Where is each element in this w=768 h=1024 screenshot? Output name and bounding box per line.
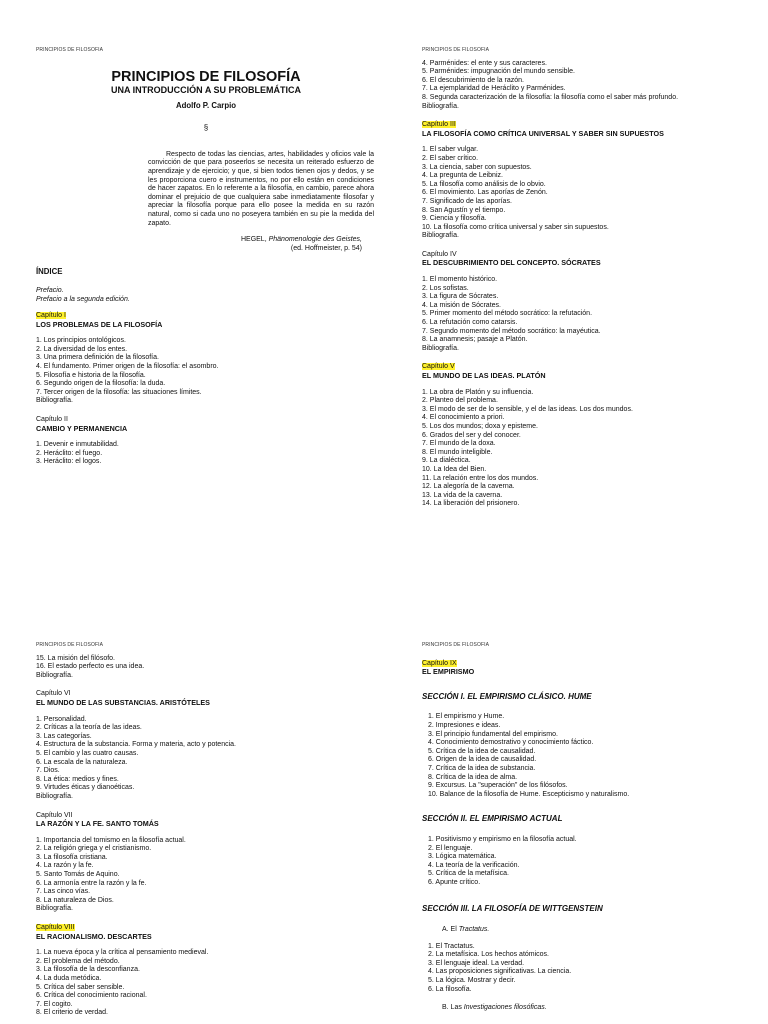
subsection-b[interactable]: B. Las Investigaciones filosóficas. [442, 1004, 547, 1012]
toc-item[interactable]: 3. Lógica matemática. [428, 853, 497, 861]
preface-link[interactable]: Prefacio. [36, 286, 64, 294]
toc-item[interactable]: 8. El mundo inteligible. [422, 448, 493, 456]
chapter-title[interactable]: CAMBIO Y PERMANENCIA [36, 423, 128, 433]
toc-item[interactable]: 4. Parménides: el ente y sus caracteres. [422, 59, 547, 67]
chapter-title[interactable]: LA FILOSOFÍA COMO CRÍTICA UNIVERSAL Y SABER SIN SUPUESTOS [422, 128, 664, 138]
chapter-title[interactable]: EL RACIONALISMO. DESCARTES [36, 931, 152, 941]
toc-item[interactable]: Bibliografía. [422, 344, 459, 352]
toc-item[interactable]: 9. Ciencia y filosofía. [422, 215, 487, 223]
toc-item[interactable]: 4. El conocimiento a priori. [422, 414, 505, 422]
toc-item[interactable]: 8. Crítica de la idea de alma. [428, 773, 518, 781]
toc-item[interactable]: 3. El principio fundamental del empirismo. [428, 730, 558, 738]
toc-item[interactable]: 6. Origen de la idea de causalidad. [428, 756, 537, 764]
book-author: Adolfo P. Carpio [175, 100, 237, 110]
toc-item[interactable]: 12. La alegoría de la caverna. [422, 483, 515, 491]
toc-item[interactable]: 2. Impresiones e ideas. [428, 721, 501, 729]
toc-item[interactable]: 5. Filosofía e historia de la filosofía. [36, 371, 146, 379]
chapter-label: Capítulo IX [422, 659, 457, 667]
toc-item[interactable]: 7. Dios. [36, 767, 60, 775]
toc-item[interactable]: 2. La diversidad de los entes. [36, 345, 128, 353]
toc-item[interactable]: 7. Tercer origen de la filosofía: las situaciones límites. [36, 388, 202, 396]
toc-item[interactable]: 4. La teoría de la verificación. [428, 861, 520, 869]
toc-item[interactable]: 1. Los principios ontológicos. [36, 337, 126, 345]
section-heading[interactable]: SECCIÓN II. EL EMPIRISMO ACTUAL [422, 814, 563, 824]
toc-item[interactable]: 2. La metafísica. Los hechos atómicos. [428, 951, 550, 959]
toc-item[interactable]: 6. La filosofía. [428, 985, 472, 993]
toc-item[interactable]: 6. La refutación como catarsis. [422, 319, 518, 327]
chapter-title[interactable]: LOS PROBLEMAS DE LA FILOSOFÍA [36, 319, 163, 329]
toc-item[interactable]: 5. Primer momento del método socrático: la refutación. [422, 310, 593, 318]
toc-item[interactable]: 2. El lenguaje. [428, 844, 473, 852]
toc-item[interactable]: 2. El problema del método. [36, 957, 120, 965]
toc-item[interactable]: 2. Los sofistas. [422, 284, 469, 292]
toc-item[interactable]: 10. La Idea del Bien. [422, 465, 487, 473]
chapter-title[interactable]: LA RAZÓN Y LA FE. SANTO TOMÁS [36, 819, 159, 829]
toc-item[interactable]: 11. La relación entre los dos mundos. [422, 474, 539, 482]
chapter-title[interactable]: EL MUNDO DE LAS SUBSTANCIAS. ARISTÓTELES [36, 697, 210, 707]
toc-item[interactable]: 5. Crítica de la metafísica. [428, 870, 509, 878]
page-3 [36, 641, 376, 1018]
toc-item[interactable]: 7. Las cinco vías. [36, 888, 91, 896]
preface-second-edition-link[interactable]: Prefacio a la segunda edición. [36, 295, 130, 303]
toc-item[interactable]: 6. Crítica del conocimiento racional. [36, 992, 147, 1000]
toc-item[interactable]: 4. La duda metódica. [36, 975, 102, 982]
toc-item[interactable]: 7. Crítica de la idea de substancia. [428, 764, 536, 772]
toc-item[interactable]: 3. La filosofía cristiana. [36, 853, 108, 861]
toc-item[interactable]: 8. Segunda caracterización de la filosofía: la filosofía como el saber más profundo. [422, 93, 679, 101]
toc-item[interactable]: 8. La ética: medios y fines. [36, 775, 119, 783]
toc-item[interactable]: 1. La nueva época y la crítica al pensamiento medieval. [36, 949, 209, 957]
toc-item[interactable]: 6. Grados del ser y del conocer. [422, 431, 521, 439]
toc-item[interactable]: 15. La misión del filósofo. [36, 654, 115, 662]
chapter-label: Capítulo V [422, 363, 455, 371]
toc-item[interactable]: 7. El cogito. [36, 1000, 73, 1008]
toc-item[interactable]: 1. Personalidad. [36, 715, 87, 723]
toc-item[interactable]: Bibliografía. [36, 905, 73, 913]
running-header: PRINCIPIOS DE FILOSOFIA [422, 642, 490, 648]
toc-item[interactable]: 3. Una primera definición de la filosofía. [36, 354, 159, 362]
epigraph-citation: HEGEL, Phänomenologie des Geistes, (ed. Hoffmeister, p. 54) [240, 236, 362, 252]
book-title: PRINCIPIOS DE FILOSOFÍA [111, 68, 301, 85]
toc-item[interactable]: 4. Estructura de la substancia. Forma y materia, acto y potencia. [36, 741, 236, 749]
toc-item[interactable]: 3. Heráclito: el logos. [36, 458, 102, 466]
chapter-label: Capítulo I [36, 312, 66, 320]
toc-item[interactable]: 3. Las categorías. [36, 732, 92, 740]
toc-item[interactable]: 6. La armonía entre la razón y la fe. [36, 879, 147, 887]
toc-item[interactable]: 2. Planteo del problema. [422, 397, 498, 405]
toc-item[interactable]: 4. La razón y la fe. [36, 862, 94, 870]
toc-item[interactable]: 1. El Tractatus. [428, 942, 475, 950]
toc-item[interactable]: 5. Los dos mundos; doxa y episteme. [422, 422, 538, 430]
chapter-label: Capítulo IV [422, 250, 457, 258]
toc-item[interactable]: 2. Heráclito: el fuego. [36, 449, 103, 457]
toc-item[interactable]: 6. Apunte crítico. [428, 878, 481, 886]
toc-item[interactable]: 6. Segundo origen de la filosofía: la duda. [36, 380, 166, 388]
toc-item[interactable]: 7. El mundo de la doxa. [422, 440, 496, 448]
chapter-label: Capítulo VII [36, 811, 73, 819]
toc-item[interactable]: 5. La lógica. Mostrar y decir. [428, 977, 516, 985]
chapter-label: Capítulo III [422, 121, 456, 129]
toc-item[interactable]: 4. La misión de Sócrates. [422, 301, 501, 309]
toc-item[interactable]: 8. El criterio de verdad. [36, 1009, 108, 1017]
toc-item[interactable]: 3. La ciencia, saber con supuestos. [422, 163, 532, 171]
toc-item[interactable]: 1. La obra de Platón y su influencia. [422, 388, 534, 396]
page-4 [422, 641, 762, 1013]
chapter-title[interactable]: EL DESCUBRIMIENTO DEL CONCEPTO. SÓCRATES [422, 258, 601, 268]
toc-item[interactable]: 5. El cambio y las cuatro causas. [36, 749, 139, 757]
chapter-title[interactable]: EL EMPIRISMO [422, 667, 475, 677]
toc-item[interactable]: 6. La escala de la naturaleza. [36, 758, 128, 766]
book-subtitle: UNA INTRODUCCIÓN A SU PROBLEMÁTICA [111, 84, 301, 95]
toc-item[interactable]: 1. Positivismo y empirismo en la filosofía actual. [428, 835, 577, 843]
chapter-1-items [36, 337, 376, 406]
toc-item[interactable]: 1. El momento histórico. [422, 276, 498, 284]
index-heading: ÍNDICE [36, 267, 63, 277]
toc-item[interactable]: 5. Santo Tomás de Aquino. [36, 871, 120, 879]
epigraph-quote: Respecto de todas las ciencias, artes, habilidades y oficios vale la convicción de que para poseerlos se necesita un reiterado esfuerzo de aprendizaje y de ejercicio; y que, si bien todos tienen ojos y dedos, y se les proporciona cuero e instrumentos, no por ello están en condiciones de hacer zapatos. En lo referente a la filosofía, en cambio, parece ahora dominar el prejuicio de que cualquiera sabe inmediatamente filosofar y apreciar la filosofía porque para ello posee la medida en su razón natural, como si cada uno no poseyera también en su pie la medida del zapato. [148, 150, 374, 227]
toc-item[interactable]: 1. Devenir e inmutabilidad. [36, 441, 119, 449]
chapter-label: Capítulo VIII [36, 924, 75, 932]
section-symbol: § [203, 123, 209, 133]
running-header: PRINCIPIOS DE FILOSOFIA [36, 47, 104, 53]
chapter-label: Capítulo II [36, 416, 68, 424]
toc-item[interactable]: 5. Crítica del saber sensible. [36, 983, 125, 991]
chapter-label: Capítulo VI [36, 690, 71, 698]
page-2 [422, 46, 762, 509]
toc-item[interactable]: 4. El fundamento. Primer origen de la filosofía: el asombro. [36, 363, 219, 371]
toc-item[interactable]: 3. El lenguaje ideal. La verdad. [428, 959, 525, 967]
toc-item[interactable]: 6. El movimiento. Las aporías de Zenón. [422, 189, 548, 197]
toc-item[interactable]: 1. Importancia del tomismo en la filosofía actual. [36, 836, 186, 844]
running-header: PRINCIPIOS DE FILOSOFIA [36, 642, 104, 648]
toc-item[interactable]: 3. La figura de Sócrates. [422, 293, 499, 301]
toc-item[interactable]: 9. La dialéctica. [422, 457, 471, 465]
toc-item[interactable]: 9. Virtudes éticas y dianoéticas. [36, 784, 135, 792]
toc-item[interactable]: 1. El empirismo y Hume. [428, 713, 505, 721]
toc-item[interactable]: 8. La naturaleza de Dios. [36, 896, 114, 904]
subsection-a[interactable]: A. El Tractatus. [442, 926, 490, 934]
toc-item[interactable]: 4. La pregunta de Leibniz. [422, 172, 503, 180]
toc-item[interactable]: Bibliografía. [422, 102, 459, 110]
toc-item[interactable]: 8. La anamnesis; pasaje a Platón. [422, 336, 528, 344]
toc-item[interactable]: 5. Parménides: impugnación del mundo sensible. [422, 68, 575, 76]
toc-item[interactable]: 5. La filosofía como análisis de lo obvio. [422, 180, 546, 188]
toc-item[interactable]: 7. Segundo momento del método socrático: la mayéutica. [422, 327, 601, 335]
toc-item[interactable]: 4. Las proposiciones significativas. La ciencia. [428, 968, 572, 976]
toc-item[interactable]: 6. El descubrimiento de la razón. [422, 76, 524, 84]
section-heading[interactable]: SECCIÓN III. LA FILOSOFÍA DE WITTGENSTEIN [422, 904, 603, 914]
toc-item[interactable]: Bibliografía. [36, 397, 73, 405]
toc-item[interactable]: 7. La ejemplaridad de Heráclito y Parménides. [422, 85, 566, 93]
toc-item[interactable]: Bibliografía. [422, 232, 459, 240]
toc-item[interactable]: 3. La filosofía de la desconfianza. [36, 966, 140, 974]
toc-item[interactable]: 1. El saber vulgar. [422, 146, 479, 154]
toc-item[interactable]: 8. San Agustín y el tiempo. [422, 206, 506, 214]
running-header: PRINCIPIOS DE FILOSOFIA [422, 47, 490, 53]
toc-item[interactable]: 7. Significado de las aporías. [422, 197, 512, 205]
toc-item[interactable]: 13. La vida de la caverna. [422, 491, 503, 499]
toc-item[interactable]: Bibliografía. [36, 671, 73, 679]
toc-item[interactable]: 2. Críticas a la teoría de las ideas. [36, 724, 142, 732]
toc-item[interactable]: 10. Balance de la filosofía de Hume. Escepticismo y naturalismo. [428, 790, 630, 798]
section-heading[interactable]: SECCIÓN I. EL EMPIRISMO CLÁSICO. HUME [422, 691, 592, 701]
toc-item[interactable]: 14. La liberación del prisionero. [422, 500, 520, 508]
toc-item[interactable]: 4. Conocimiento demostrativo y conocimiento fáctico. [428, 739, 594, 747]
toc-item[interactable]: 3. El modo de ser de lo sensible, y el de las ideas. Los dos mundos. [422, 405, 633, 413]
toc-item[interactable]: 16. El estado perfecto es una idea. [36, 663, 145, 671]
toc-item[interactable]: 2. El saber crítico. [422, 154, 479, 162]
toc-item[interactable]: Bibliografía. [36, 792, 73, 800]
toc-item[interactable]: 2. La religión griega y el cristianismo. [36, 845, 152, 853]
page-1 [36, 46, 376, 467]
toc-item[interactable]: 9. Excursus. La "superación" de los filósofos. [428, 782, 568, 790]
toc-item[interactable]: 10. La filosofía como crítica universal y saber sin supuestos. [422, 223, 609, 231]
chapter-title[interactable]: EL MUNDO DE LAS IDEAS. PLATÓN [422, 371, 546, 380]
toc-item[interactable]: 5. Crítica de la idea de causalidad. [428, 747, 536, 755]
